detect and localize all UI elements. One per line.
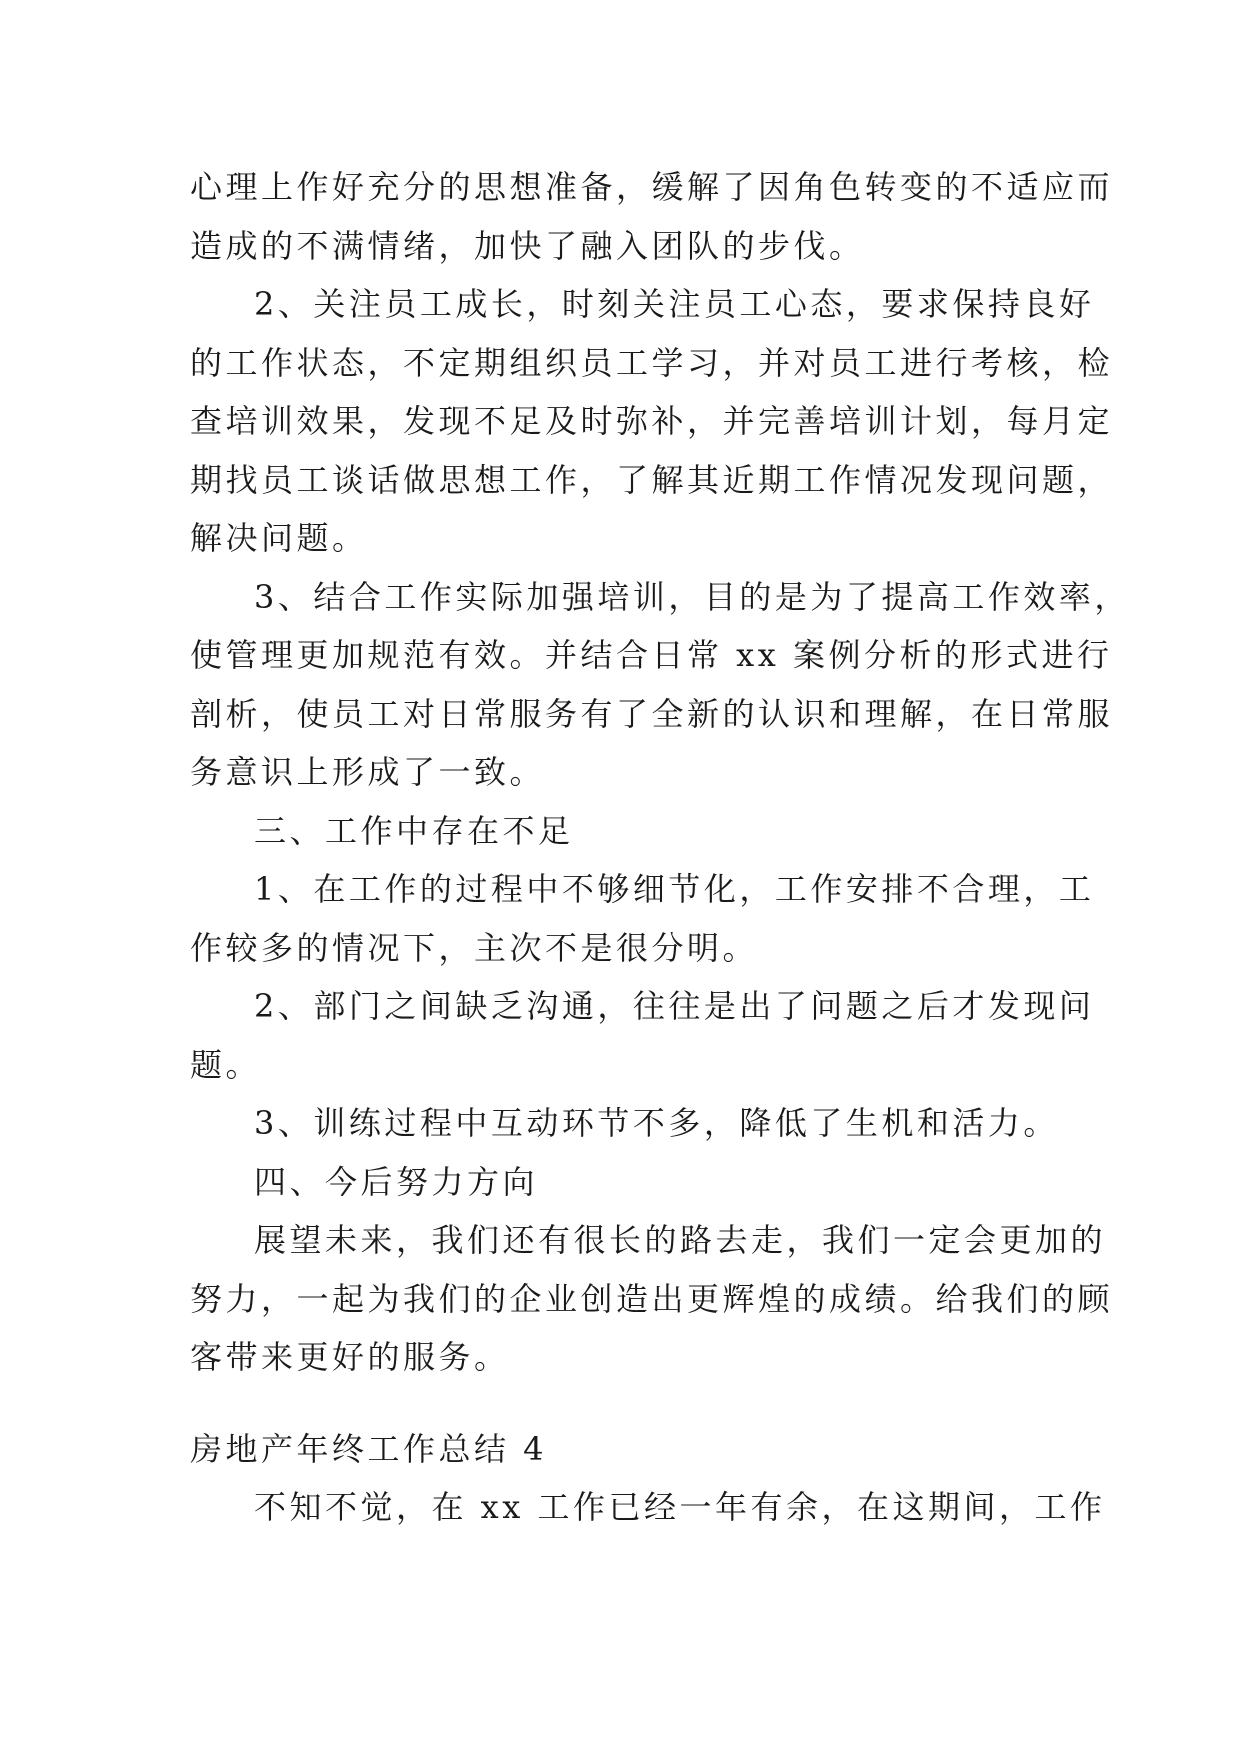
paragraph-line: 剖析，使员工对日常服务有了全新的认识和理解，在日常服 <box>190 694 1114 733</box>
section-heading: 三、工作中存在不足 <box>254 811 574 850</box>
paragraph-line: 2、关注员工成长，时刻关注员工心态，要求保持良好 <box>254 285 1095 323</box>
paragraph-line: 务意识上形成了一致。 <box>190 753 546 791</box>
paragraph-line: 查培训效果，发现不足及时弥补，并完善培训计划，每月定 <box>190 402 1114 440</box>
document-body <box>190 158 1130 1537</box>
paragraph-line: 3、训练过程中互动环节不多，降低了生机和活力。 <box>254 1104 1059 1142</box>
paragraph-line: 使管理更加规范有效。并结合日常 xx 案例分析的形式进行 <box>190 636 1113 674</box>
paragraph-line: 2、部门之间缺乏沟通，往往是出了问题之后才发现问 <box>254 987 1095 1025</box>
paragraph-line: 作较多的情况下，主次不是很分明。 <box>190 928 759 967</box>
paragraph-line: 1、在工作的过程中不够细节化，工作安排不合理，工 <box>254 870 1095 908</box>
section-gap <box>190 1387 1050 1420</box>
paragraph-line: 3、结合工作实际加强培训，目的是为了提高工作效率， <box>254 577 1130 616</box>
paragraph-line: 解决问题。 <box>190 519 368 557</box>
section-heading: 四、今后努力方向 <box>254 1162 539 1201</box>
paragraph-line: 造成的不满情绪，加快了融入团队的步伐。 <box>190 226 865 265</box>
paragraph-line: 题。 <box>190 1045 262 1084</box>
paragraph-line: 期找员工谈话做思想工作，了解其近期工作情况发现问题， <box>190 460 1114 499</box>
paragraph-line: 努力，一起为我们的企业创造出更辉煌的成绩。给我们的顾 <box>190 1279 1114 1318</box>
document-title: 房地产年终工作总结 4 <box>190 1429 548 1468</box>
paragraph-line: 心理上作好充分的思想准备，缓解了因角色转变的不适应而 <box>190 168 1114 206</box>
paragraph-line: 的工作状态，不定期组织员工学习，并对员工进行考核，检 <box>190 343 1114 382</box>
paragraph-line: 不知不觉，在 xx 工作已经一年有余，在这期间，工作 <box>254 1488 1106 1526</box>
paragraph-line: 展望未来，我们还有很长的路去走，我们一定会更加的 <box>254 1221 1107 1259</box>
paragraph-line: 客带来更好的服务。 <box>190 1338 510 1376</box>
